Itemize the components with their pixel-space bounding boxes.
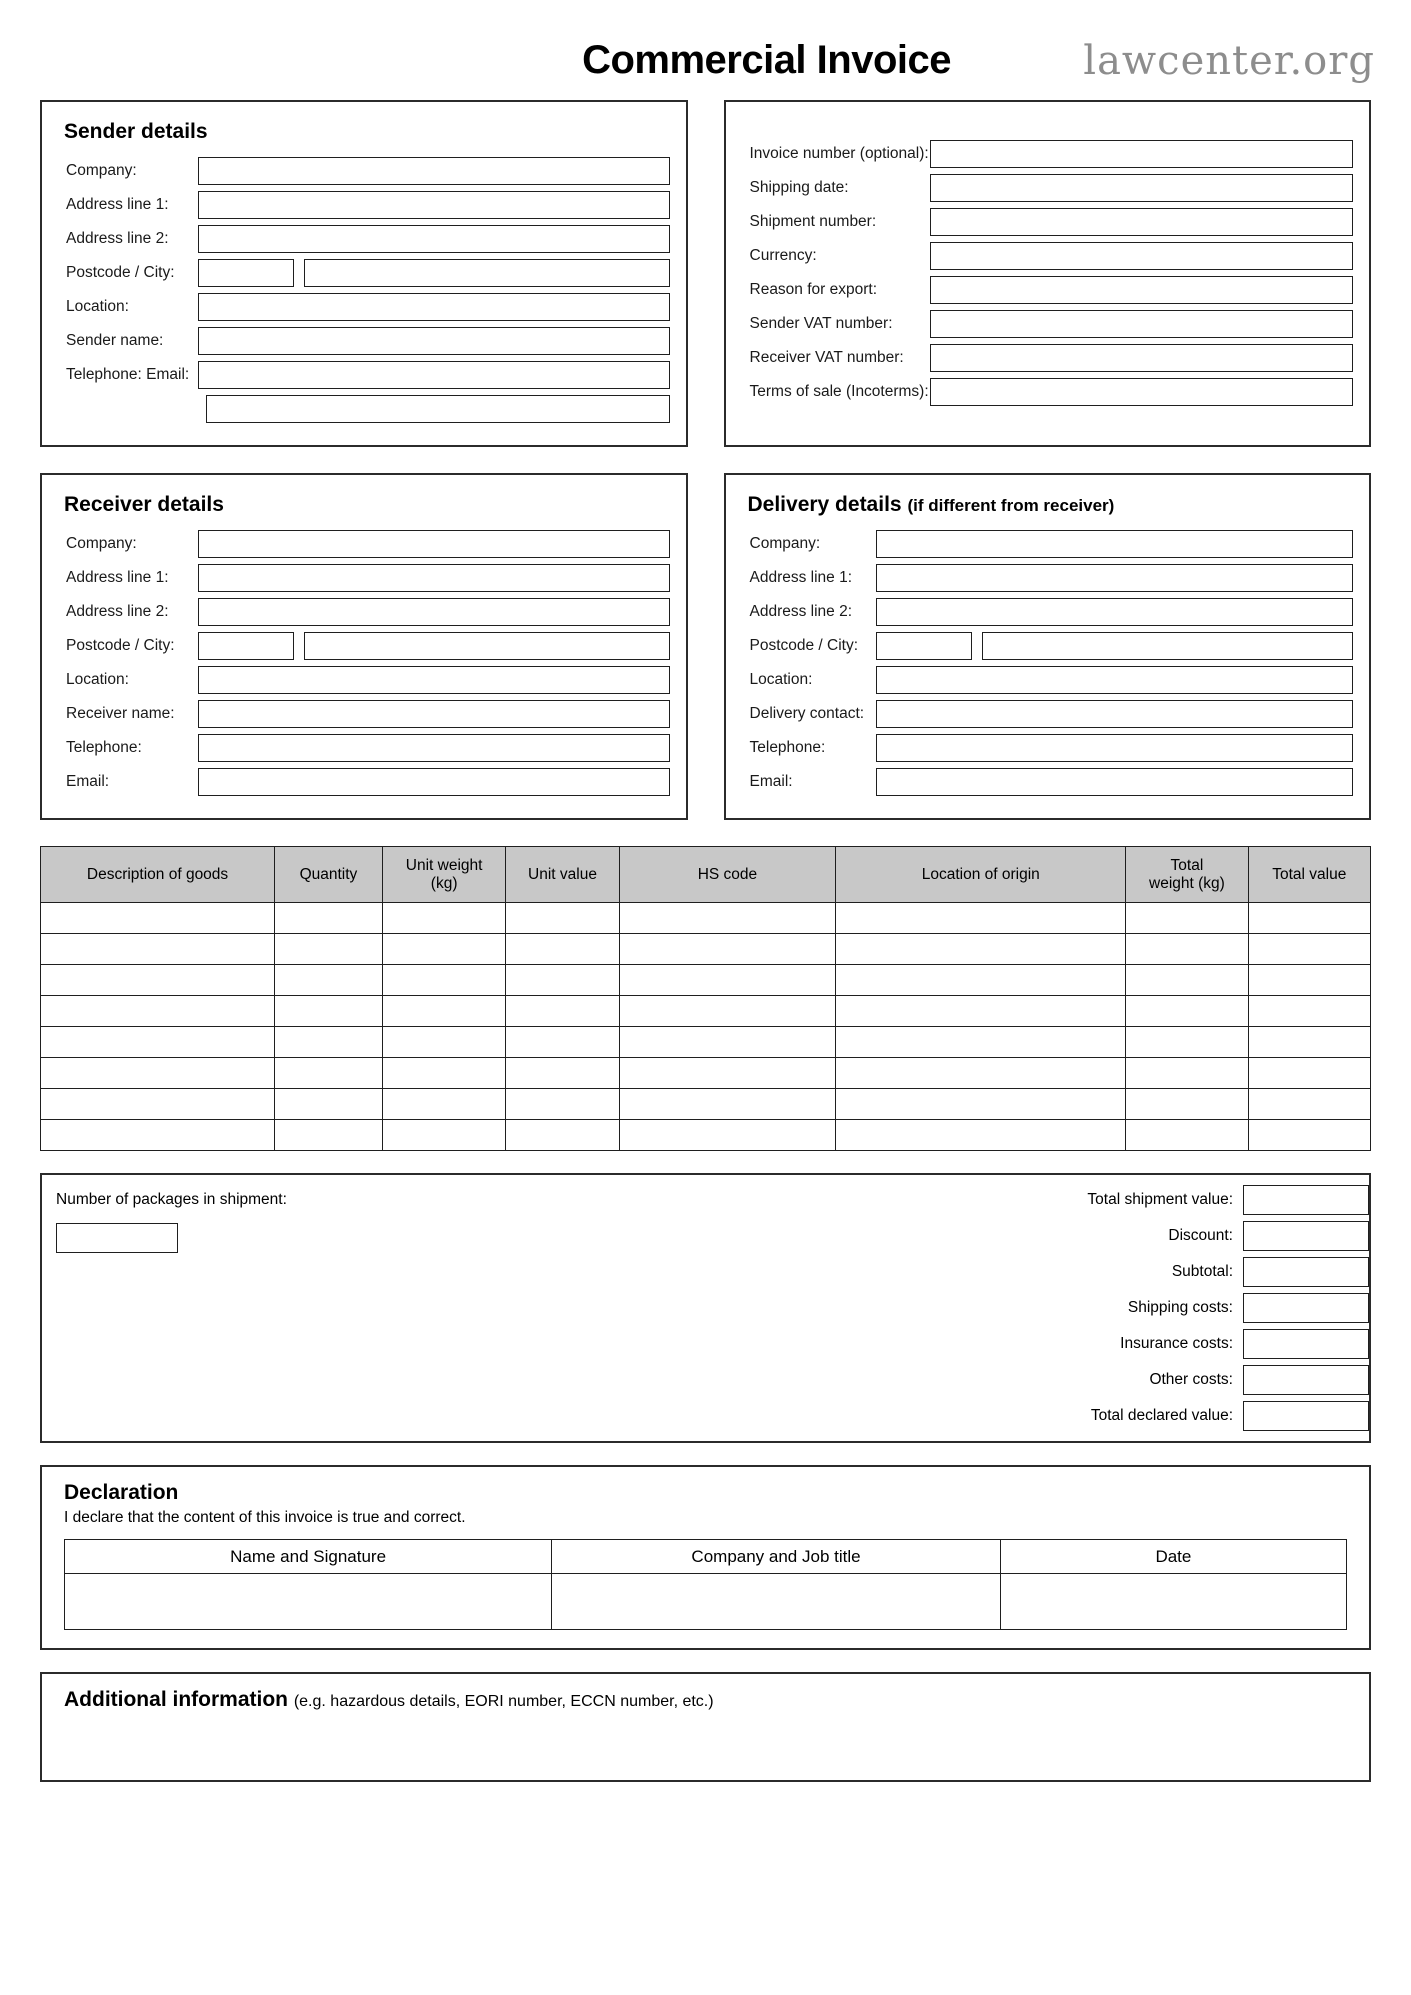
sender-field-company [58,157,670,185]
goods-col-description: Description of goods [41,847,275,903]
receiver-field-company [58,530,670,558]
declaration-table [64,1539,1347,1630]
declaration-value-row [65,1574,1347,1630]
goods-cell[interactable] [619,1027,836,1058]
shipping-date-label: Shipping date: [749,179,849,196]
invoice-number-input[interactable] [930,140,1354,168]
goods-cell[interactable] [382,965,506,996]
goods-cell[interactable] [41,1120,275,1151]
goods-cell[interactable] [619,1089,836,1120]
discount-label: Discount: [1168,1227,1233,1245]
goods-table [40,846,1371,1151]
delivery-field-contact [742,700,1354,728]
sender-field-address2 [58,225,670,253]
goods-cell[interactable] [836,1089,1126,1120]
other-costs-label: Other costs: [1149,1371,1233,1389]
goods-cell[interactable] [275,934,383,965]
goods-cell[interactable] [506,965,619,996]
top-section [40,100,1371,447]
sender-fields [58,157,670,423]
sender-details-panel [40,100,688,447]
goods-cell[interactable] [1248,1089,1370,1120]
packages-panel [40,1173,1036,1443]
delivery-details-title-main: Delivery details [747,493,902,517]
insurance-costs-input[interactable] [1243,1329,1369,1359]
delivery-telephone-label: Telephone: [749,739,826,757]
delivery-address2-label: Address line 2: [749,603,853,621]
sender-field-postcode-city [58,259,670,287]
table-row [41,1027,1371,1058]
delivery-field-address1 [742,564,1354,592]
delivery-field-postcode-city [742,632,1354,660]
sender-field-email-extra [58,395,670,423]
goods-cell[interactable] [1248,996,1370,1027]
goods-table-body [41,903,1371,1151]
insurance-costs-label: Insurance costs: [1120,1335,1233,1353]
delivery-location-label: Location: [749,671,813,689]
delivery-address2-input[interactable] [876,598,1354,626]
total-shipment-value-label: Total shipment value: [1087,1191,1233,1209]
delivery-contact-input[interactable] [876,700,1354,728]
sender-field-name [58,327,670,355]
goods-cell[interactable] [41,1027,275,1058]
goods-cell[interactable] [382,934,506,965]
receiver-details-title: Receiver details [64,493,224,517]
total-shipment-value-input[interactable] [1243,1185,1369,1215]
delivery-field-location [742,666,1354,694]
goods-cell[interactable] [506,1089,619,1120]
receiver-email-label: Email: [66,773,110,791]
goods-cell[interactable] [41,1058,275,1089]
sender-name-input[interactable] [198,327,670,355]
goods-col-hs-code: HS code [619,847,836,903]
goods-cell[interactable] [1126,903,1248,934]
receiver-vat-label: Receiver VAT number: [749,349,904,366]
invoice-fields [742,140,1354,406]
goods-cell[interactable] [41,1089,275,1120]
subtotal-input[interactable] [1243,1257,1369,1287]
receiver-city-input[interactable] [304,632,670,660]
goods-cell[interactable] [382,1089,506,1120]
goods-cell[interactable] [619,996,836,1027]
sender-details-title: Sender details [64,120,208,143]
goods-cell[interactable] [619,1120,836,1151]
receiver-company-input[interactable] [198,530,670,558]
delivery-details-panel [724,473,1372,820]
goods-cell[interactable] [506,1120,619,1151]
invoice-field-number [742,140,1354,168]
goods-col-total-weight: Total weight (kg) [1126,847,1248,903]
goods-cell[interactable] [619,903,836,934]
goods-cell[interactable] [619,934,836,965]
delivery-company-input[interactable] [876,530,1354,558]
goods-cell[interactable] [506,903,619,934]
goods-cell[interactable] [382,903,506,934]
sender-field-location [58,293,670,321]
invoice-field-terms-of-sale [742,378,1354,406]
declaration-col-company-job-title: Company and Job title [552,1540,1001,1574]
sender-email-input[interactable] [206,395,670,423]
summary-section [40,1173,1371,1443]
receiver-name-input[interactable] [198,700,670,728]
sender-telephone-email-label: Telephone: Email: [66,366,190,384]
goods-cell[interactable] [1126,934,1248,965]
discount-input[interactable] [1243,1221,1369,1251]
goods-col-unit-weight: Unit weight (kg) [382,847,506,903]
goods-cell[interactable] [506,996,619,1027]
total-row-shipping-costs [1036,1293,1369,1323]
sender-vat-input[interactable] [930,310,1354,338]
sender-field-telephone-email [58,361,670,389]
invoice-field-sender-vat [742,310,1354,338]
goods-col-total-value: Total value [1248,847,1370,903]
delivery-field-telephone [742,734,1354,762]
terms-of-sale-input[interactable] [930,378,1354,406]
goods-cell[interactable] [619,1058,836,1089]
address-section [40,473,1371,820]
receiver-telephone-input[interactable] [198,734,670,762]
goods-cell[interactable] [1248,1058,1370,1089]
sender-telephone-input[interactable] [198,361,670,389]
goods-cell[interactable] [275,1120,383,1151]
terms-of-sale-label: Terms of sale (Incoterms): [749,383,929,400]
goods-cell[interactable] [1248,903,1370,934]
receiver-name-label: Receiver name: [66,705,175,723]
receiver-company-label: Company: [66,535,137,553]
table-row [41,903,1371,934]
delivery-email-label: Email: [749,773,793,791]
additional-information-panel[interactable] [40,1672,1371,1782]
sender-location-label: Location: [66,298,129,316]
shipping-costs-label: Shipping costs: [1127,1299,1233,1317]
receiver-field-address1 [58,564,670,592]
additional-information-title [64,1688,1353,1712]
goods-cell[interactable] [275,996,383,1027]
goods-cell[interactable] [1248,1027,1370,1058]
sender-address1-label: Address line 1: [66,196,169,214]
invoice-field-reason-for-export [742,276,1354,304]
goods-cell[interactable] [836,996,1126,1027]
goods-cell[interactable] [1126,965,1248,996]
sender-location-input[interactable] [198,293,670,321]
goods-cell[interactable] [382,1027,506,1058]
receiver-field-location [58,666,670,694]
additional-information-hint: (e.g. hazardous details, EORI number, ECCN number, etc.) [293,1693,714,1711]
total-row-discount [1036,1221,1369,1251]
subtotal-label: Subtotal: [1171,1263,1233,1281]
receiver-telephone-label: Telephone: [66,739,142,757]
receiver-email-input[interactable] [198,768,670,796]
receiver-field-name [58,700,670,728]
goods-cell[interactable] [275,1027,383,1058]
goods-cell[interactable] [382,1120,506,1151]
shipping-costs-input[interactable] [1243,1293,1369,1323]
receiver-postcode-city-label: Postcode / City: [66,637,175,655]
goods-cell[interactable] [41,934,275,965]
delivery-postcode-input[interactable] [876,632,972,660]
total-row-shipment-value [1036,1185,1369,1215]
currency-input[interactable] [930,242,1354,270]
table-row [41,996,1371,1027]
delivery-address1-label: Address line 1: [749,569,853,587]
invoice-number-label: Invoice number (optional): [749,145,929,162]
declaration-panel [40,1465,1371,1650]
declaration-name-signature-input[interactable] [65,1574,552,1630]
receiver-postcode-input[interactable] [198,632,294,660]
delivery-details-title [748,493,1354,516]
table-row [41,934,1371,965]
receiver-field-email [58,768,670,796]
delivery-field-company [742,530,1354,558]
declaration-header-row [65,1540,1347,1574]
total-row-subtotal [1036,1257,1369,1287]
invoice-field-receiver-vat [742,344,1354,372]
delivery-field-email [742,768,1354,796]
total-row-other-costs [1036,1365,1369,1395]
declaration-company-job-title-input[interactable] [552,1574,1001,1630]
receiver-location-input[interactable] [198,666,670,694]
declaration-date-input[interactable] [1000,1574,1346,1630]
declaration-text: I declare that the content of this invoice is true and correct. [64,1509,466,1527]
goods-col-location-of-origin: Location of origin [836,847,1126,903]
sender-company-label: Company: [66,162,137,180]
goods-col-unit-value: Unit value [506,847,619,903]
receiver-field-postcode-city [58,632,670,660]
sender-company-input[interactable] [198,157,670,185]
goods-cell[interactable] [275,903,383,934]
total-declared-value-label: Total declared value: [1090,1407,1233,1425]
table-row [41,1089,1371,1120]
total-row-insurance-costs [1036,1329,1369,1359]
delivery-address1-input[interactable] [876,564,1354,592]
goods-cell[interactable] [41,965,275,996]
delivery-company-label: Company: [749,535,821,553]
receiver-field-telephone [58,734,670,762]
page-body [0,100,1411,1782]
goods-cell[interactable] [836,965,1126,996]
goods-cell[interactable] [382,1058,506,1089]
receiver-field-address2 [58,598,670,626]
sender-vat-label: Sender VAT number: [749,315,893,332]
goods-col-quantity: Quantity [275,847,383,903]
table-row [41,965,1371,996]
goods-cell[interactable] [506,1058,619,1089]
invoice-details-panel [724,100,1372,447]
reason-for-export-input[interactable] [930,276,1354,304]
goods-cell[interactable] [275,965,383,996]
receiver-address2-input[interactable] [198,598,670,626]
goods-cell[interactable] [382,996,506,1027]
delivery-field-address2 [742,598,1354,626]
delivery-details-title-sub: (if different from receiver) [907,496,1115,516]
goods-cell[interactable] [836,1027,1126,1058]
section-gap-2 [40,820,1371,846]
sender-city-input[interactable] [304,259,670,287]
goods-cell[interactable] [1126,996,1248,1027]
totals-panel [1036,1173,1371,1443]
sender-name-label: Sender name: [66,332,164,350]
goods-cell[interactable] [1126,1120,1248,1151]
goods-cell[interactable] [836,903,1126,934]
goods-cell[interactable] [836,1120,1126,1151]
goods-cell[interactable] [41,996,275,1027]
invoice-field-shipping-date [742,174,1354,202]
goods-cell[interactable] [275,1058,383,1089]
goods-cell[interactable] [275,1089,383,1120]
shipping-date-input[interactable] [930,174,1354,202]
goods-cell[interactable] [836,1058,1126,1089]
delivery-telephone-input[interactable] [876,734,1354,762]
receiver-location-label: Location: [66,671,129,689]
goods-table-header-row [41,847,1371,903]
goods-cell[interactable] [836,934,1126,965]
delivery-email-input[interactable] [876,768,1354,796]
goods-cell[interactable] [1248,934,1370,965]
goods-cell[interactable] [41,903,275,934]
delivery-postcode-city-label: Postcode / City: [749,637,859,655]
goods-cell[interactable] [1248,965,1370,996]
table-row [41,1058,1371,1089]
declaration-title: Declaration [64,1481,179,1505]
watermark-text: lawcenter.org [1083,38,1375,84]
invoice-field-shipment-number [742,208,1354,236]
delivery-city-input[interactable] [982,632,1354,660]
receiver-details-panel [40,473,688,820]
receiver-address2-label: Address line 2: [66,603,169,621]
goods-cell[interactable] [1126,1027,1248,1058]
packages-label: Number of packages in shipment: [56,1191,287,1209]
declaration-col-name-signature: Name and Signature [65,1540,552,1574]
goods-cell[interactable] [1126,1089,1248,1120]
additional-information-title-main: Additional information [64,1688,288,1712]
total-declared-value-input[interactable] [1243,1401,1369,1431]
receiver-fields [58,530,670,796]
delivery-fields [742,530,1354,796]
goods-cell[interactable] [506,1027,619,1058]
page-title: Commercial Invoice [582,38,951,82]
sender-address2-label: Address line 2: [66,230,169,248]
goods-cell[interactable] [1248,1120,1370,1151]
goods-cell[interactable] [619,965,836,996]
packages-input[interactable] [56,1223,178,1253]
reason-for-export-label: Reason for export: [749,281,878,298]
sender-postcode-city-label: Postcode / City: [66,264,175,282]
currency-label: Currency: [749,247,817,264]
page-header [0,0,1411,100]
receiver-vat-input[interactable] [930,344,1354,372]
goods-cell[interactable] [506,934,619,965]
sender-postcode-input[interactable] [198,259,294,287]
invoice-field-currency [742,242,1354,270]
delivery-location-input[interactable] [876,666,1354,694]
delivery-contact-label: Delivery contact: [749,705,865,723]
goods-cell[interactable] [1126,1058,1248,1089]
table-row [41,1120,1371,1151]
section-gap [40,447,1371,473]
total-row-declared-value [1036,1401,1369,1431]
shipment-number-input[interactable] [930,208,1354,236]
receiver-address1-input[interactable] [198,564,670,592]
sender-address1-input[interactable] [198,191,670,219]
receiver-address1-label: Address line 1: [66,569,169,587]
sender-field-address1 [58,191,670,219]
shipment-number-label: Shipment number: [749,213,877,230]
other-costs-input[interactable] [1243,1365,1369,1395]
sender-address2-input[interactable] [198,225,670,253]
declaration-col-date: Date [1000,1540,1346,1574]
